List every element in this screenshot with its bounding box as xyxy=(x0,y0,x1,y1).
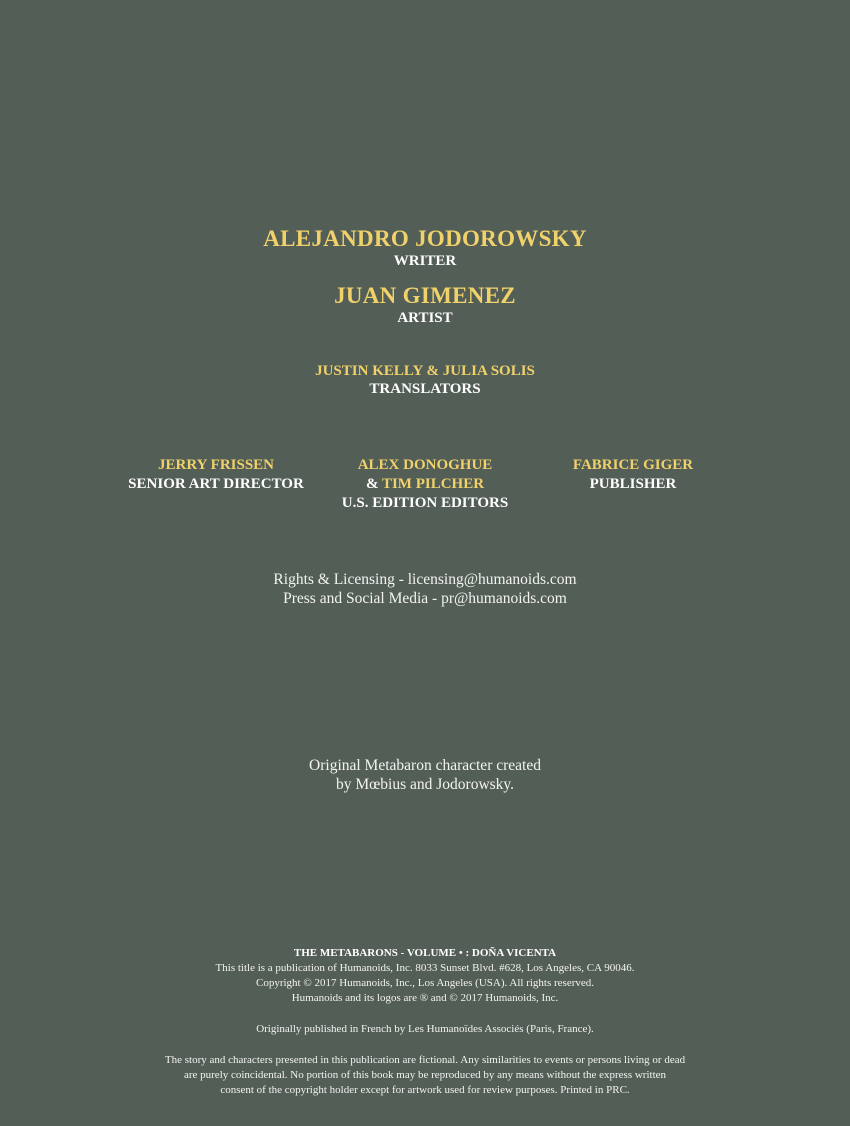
publisher-role: PUBLISHER xyxy=(589,476,677,492)
legal-notice xyxy=(0,946,850,1006)
legal-original: Originally published in French by Les Humanoïdes Associés (Paris, France). xyxy=(256,1023,594,1035)
press-contact: Press and Social Media - pr@humanoids.com xyxy=(283,590,567,607)
character-credit xyxy=(0,756,850,794)
editor-name-2: TIM PILCHER xyxy=(381,476,485,492)
writer-name: ALEJANDRO JODOROWSKY xyxy=(263,226,587,251)
writer-credit xyxy=(0,226,850,270)
legal-copyright: Copyright © 2017 Humanoids, Inc., Los Angeles (USA). All rights reserved. xyxy=(255,977,594,989)
publisher-name: FABRICE GIGER xyxy=(572,457,694,473)
disclaimer xyxy=(0,1053,850,1098)
editor-name-1: ALEX DONOGHUE xyxy=(357,457,493,473)
original-publication xyxy=(0,1022,850,1037)
legal-title: THE METABARONS - VOLUME • : DOÑA VICENTA xyxy=(293,947,557,959)
writer-role: WRITER xyxy=(393,253,457,269)
contacts xyxy=(0,570,850,608)
disclaimer-line-2: are purely coincidental. No portion of this book may be reproduced by any means without the express written xyxy=(183,1069,667,1081)
art-director-role: SENIOR ART DIRECTOR xyxy=(128,476,304,492)
artist-role: ARTIST xyxy=(397,310,453,326)
disclaimer-line-1: The story and characters presented in this publication are fictional. Any similarities to events or persons living or dead xyxy=(164,1054,686,1066)
legal-trademark: Humanoids and its logos are ® and © 2017 Humanoids, Inc. xyxy=(291,992,559,1004)
art-director-name: JERRY FRISSEN xyxy=(157,457,275,473)
disclaimer-line-3: consent of the copyright holder except for artwork used for review purposes. Printed in PRC. xyxy=(220,1084,630,1096)
publisher-credit xyxy=(503,456,763,494)
character-credit-line-1: Original Metabaron character created xyxy=(309,757,541,774)
editors-role: U.S. EDITION EDITORS xyxy=(341,495,509,511)
rights-contact: Rights & Licensing - licensing@humanoids.com xyxy=(273,571,577,588)
artist-credit xyxy=(0,283,850,327)
character-credit-line-2: by Mœbius and Jodorowsky. xyxy=(335,776,515,793)
translators-names: JUSTIN KELLY & JULIA SOLIS xyxy=(315,363,535,379)
translators-credit xyxy=(0,362,850,399)
legal-publication: This title is a publication of Humanoids, Inc. 8033 Sunset Blvd. #628, Los Angeles, CA 90046. xyxy=(215,962,635,974)
artist-name: JUAN GIMENEZ xyxy=(334,283,516,308)
translators-role: TRANSLATORS xyxy=(369,381,481,397)
editor-ampersand: & xyxy=(365,476,382,492)
